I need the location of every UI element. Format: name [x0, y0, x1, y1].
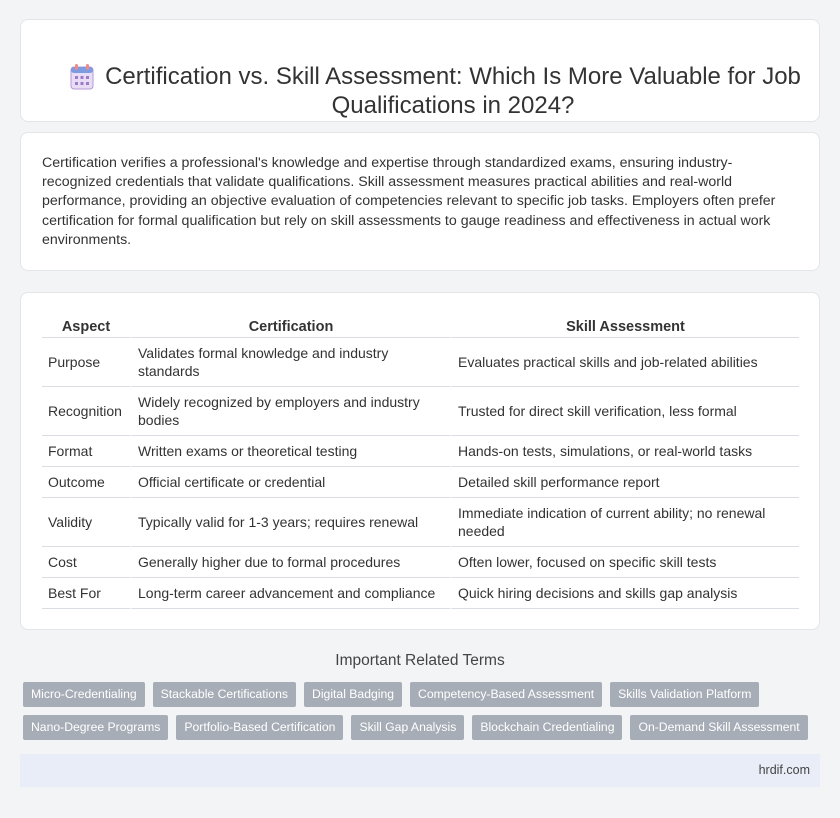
- table-row: [42, 338, 799, 387]
- table-row: [42, 498, 799, 547]
- tag-competency-based-assessment[interactable]: Competency-Based Assessment: [410, 682, 602, 707]
- skill-assessment-cell: Trusted for direct skill verification, less formal: [450, 387, 799, 436]
- aspect-cell: Validity: [42, 498, 130, 547]
- summary-text: Certification verifies a professional's knowledge and expertise through standardized exams, ensuring industry-recognized credentials that validate qualifications. Skill assessment measures practical abilities and real-world performance, providing an objective evaluation of competencies relevant to specific job tasks. Employers often prefer certification for formal qualification but rely on skill assessments to gauge readiness and effectiveness in actual work environments.: [42, 155, 776, 248]
- skill-assessment-cell: Hands-on tests, simulations, or real-world tasks: [450, 436, 799, 467]
- tag-blockchain-credentialing[interactable]: Blockchain Credentialing: [472, 715, 622, 740]
- title-card: [20, 19, 820, 122]
- aspect-cell: Recognition: [42, 387, 130, 436]
- tag-portfolio-based-certification[interactable]: Portfolio-Based Certification: [176, 715, 343, 740]
- aspect-cell: Purpose: [42, 338, 130, 387]
- tag-skill-gap-analysis[interactable]: Skill Gap Analysis: [351, 715, 464, 740]
- tag-row: [23, 682, 813, 707]
- summary-card: [20, 132, 820, 271]
- certification-cell: Generally higher due to formal procedures: [130, 547, 450, 578]
- table-row: [42, 436, 799, 467]
- table-header-row: [42, 312, 799, 338]
- skill-assessment-cell: Evaluates practical skills and job-related abilities: [450, 338, 799, 387]
- comparison-card: [20, 292, 820, 630]
- certification-cell: Validates formal knowledge and industry standards: [130, 338, 450, 387]
- aspect-cell: Format: [42, 436, 130, 467]
- footer: [20, 754, 820, 787]
- table-row: [42, 467, 799, 498]
- header-skill-assessment: Skill Assessment: [450, 312, 799, 338]
- skill-assessment-cell: Quick hiring decisions and skills gap analysis: [450, 578, 799, 609]
- table-row: [42, 547, 799, 578]
- tag-nano-degree-programs[interactable]: Nano-Degree Programs: [23, 715, 168, 740]
- aspect-cell: Best For: [42, 578, 130, 609]
- related-terms-heading: Important Related Terms: [335, 652, 505, 669]
- table-row: [42, 387, 799, 436]
- certification-cell: Typically valid for 1-3 years; requires renewal: [130, 498, 450, 547]
- comparison-table: [42, 312, 799, 609]
- aspect-cell: Cost: [42, 547, 130, 578]
- skill-assessment-cell: Detailed skill performance report: [450, 467, 799, 498]
- certification-cell: Long-term career advancement and compliance: [130, 578, 450, 609]
- tag-micro-credentialing[interactable]: Micro-Credentialing: [23, 682, 145, 707]
- header-aspect: Aspect: [42, 312, 130, 338]
- tag-skills-validation-platform[interactable]: Skills Validation Platform: [610, 682, 759, 707]
- certification-cell: Official certificate or credential: [130, 467, 450, 498]
- aspect-cell: Outcome: [42, 467, 130, 498]
- certification-cell: Widely recognized by employers and industry bodies: [130, 387, 450, 436]
- page-title: Certification vs. Skill Assessment: Which Is More Valuable for Job Qualifications in 2024?: [105, 63, 801, 119]
- skill-assessment-cell: Often lower, focused on specific skill tests: [450, 547, 799, 578]
- footer-site-link[interactable]: hrdif.com: [758, 763, 810, 777]
- header-certification: Certification: [130, 312, 450, 338]
- table-row: [42, 578, 799, 609]
- tag-on-demand-skill-assessment[interactable]: On-Demand Skill Assessment: [630, 715, 807, 740]
- tag-digital-badging[interactable]: Digital Badging: [304, 682, 402, 707]
- tag-row: [23, 715, 813, 740]
- related-terms: [23, 682, 813, 748]
- certification-cell: Written exams or theoretical testing: [130, 436, 450, 467]
- tag-stackable-certifications[interactable]: Stackable Certifications: [153, 682, 296, 707]
- skill-assessment-cell: Immediate indication of current ability; no renewal needed: [450, 498, 799, 547]
